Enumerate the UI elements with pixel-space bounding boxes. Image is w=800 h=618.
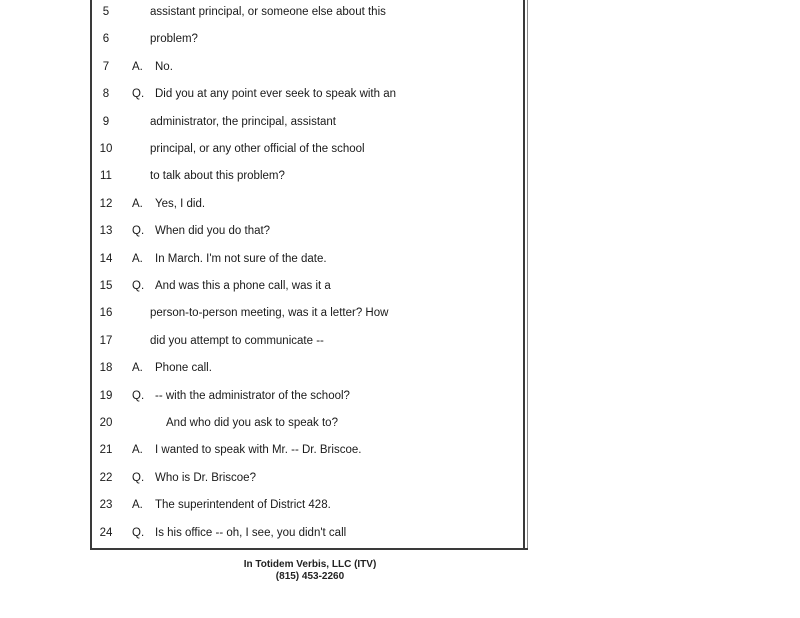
- speaker-label: Q.: [132, 280, 145, 292]
- line-number: 10: [99, 143, 113, 155]
- transcript-line: [0, 85, 520, 103]
- line-text: assistant principal, or someone else about this: [150, 6, 386, 18]
- line-number: 5: [102, 6, 110, 18]
- transcript-line: [0, 58, 520, 76]
- line-text: When did you do that?: [155, 225, 271, 238]
- line-text: Who is Dr. Briscoe?: [155, 471, 256, 484]
- line-number: 20: [99, 417, 113, 429]
- footer-company: In Totidem Verbis, LLC (ITV): [243, 559, 377, 570]
- line-number: 8: [102, 88, 110, 101]
- line-text: And was this a phone call, was it a: [155, 280, 331, 292]
- speaker-label: Q.: [132, 471, 145, 484]
- line-text: Did you at any point ever seek to speak with an: [155, 88, 397, 101]
- line-text: No.: [155, 60, 173, 73]
- line-number: 9: [102, 115, 110, 128]
- line-number: 14: [99, 252, 113, 265]
- transcript-line: [0, 30, 520, 48]
- transcript-line: [0, 469, 520, 487]
- transcript-line: [0, 441, 520, 459]
- speaker-label: Q.: [132, 88, 145, 101]
- transcript-line: [0, 277, 520, 295]
- line-number: 17: [99, 334, 113, 347]
- line-text: Is his office -- oh, I see, you didn't call: [155, 526, 347, 539]
- speaker-label: Q.: [132, 389, 145, 402]
- transcript-line: [0, 414, 520, 432]
- transcript-line: [0, 250, 520, 268]
- line-text: And who did you ask to speak to?: [166, 417, 338, 429]
- page-border-right: [523, 0, 525, 550]
- speaker-label: A.: [132, 197, 143, 210]
- transcript-line: [0, 524, 520, 542]
- page-border-bottom: [90, 548, 528, 550]
- transcript-line: [0, 304, 520, 322]
- speaker-label: A.: [132, 499, 143, 512]
- line-number: 23: [99, 499, 113, 512]
- transcript-line: [0, 195, 520, 213]
- line-text: Phone call.: [155, 362, 212, 375]
- line-number: 21: [99, 444, 113, 457]
- line-text: to talk about this problem?: [150, 170, 285, 183]
- speaker-label: Q.: [132, 526, 145, 539]
- line-number: 19: [99, 389, 113, 402]
- line-text: -- with the administrator of the school?: [155, 389, 350, 402]
- transcript-line: [0, 167, 520, 185]
- speaker-label: A.: [132, 252, 143, 265]
- page-border-left: [90, 0, 92, 548]
- transcript-line: [0, 496, 520, 514]
- line-text: I wanted to speak with Mr. -- Dr. Briscoe.: [155, 444, 362, 457]
- transcript-line: [0, 332, 520, 350]
- speaker-label: Q.: [132, 225, 145, 238]
- line-text: administrator, the principal, assistant: [150, 115, 337, 128]
- speaker-label: A.: [132, 444, 143, 457]
- transcript-line: [0, 140, 520, 158]
- line-text: did you attempt to communicate --: [150, 334, 324, 347]
- line-text: principal, or any other official of the school: [150, 143, 365, 155]
- line-number: 16: [99, 307, 113, 320]
- line-text: person-to-person meeting, was it a letter? How: [150, 307, 389, 320]
- transcript-line: [0, 387, 520, 405]
- transcript-line: [0, 359, 520, 377]
- line-number: 7: [102, 60, 110, 73]
- line-number: 12: [99, 197, 113, 210]
- line-number: 13: [99, 225, 113, 238]
- line-text: Yes, I did.: [155, 197, 206, 210]
- line-number: 24: [99, 526, 113, 539]
- line-text: problem?: [150, 33, 198, 46]
- page-border-right-shadow: [527, 0, 528, 550]
- line-number: 15: [99, 280, 113, 292]
- speaker-label: A.: [132, 60, 143, 73]
- line-number: 22: [99, 471, 113, 484]
- line-number: 18: [99, 362, 113, 375]
- transcript-line: [0, 222, 520, 240]
- line-number: 11: [100, 170, 112, 183]
- line-text: The superintendent of District 428.: [155, 499, 331, 512]
- line-number: 6: [102, 33, 110, 46]
- footer-phone: (815) 453-2260: [275, 571, 345, 582]
- speaker-label: A.: [132, 362, 143, 375]
- transcript-line: [0, 113, 520, 131]
- transcript-line: [0, 3, 520, 21]
- line-text: In March. I'm not sure of the date.: [155, 252, 327, 265]
